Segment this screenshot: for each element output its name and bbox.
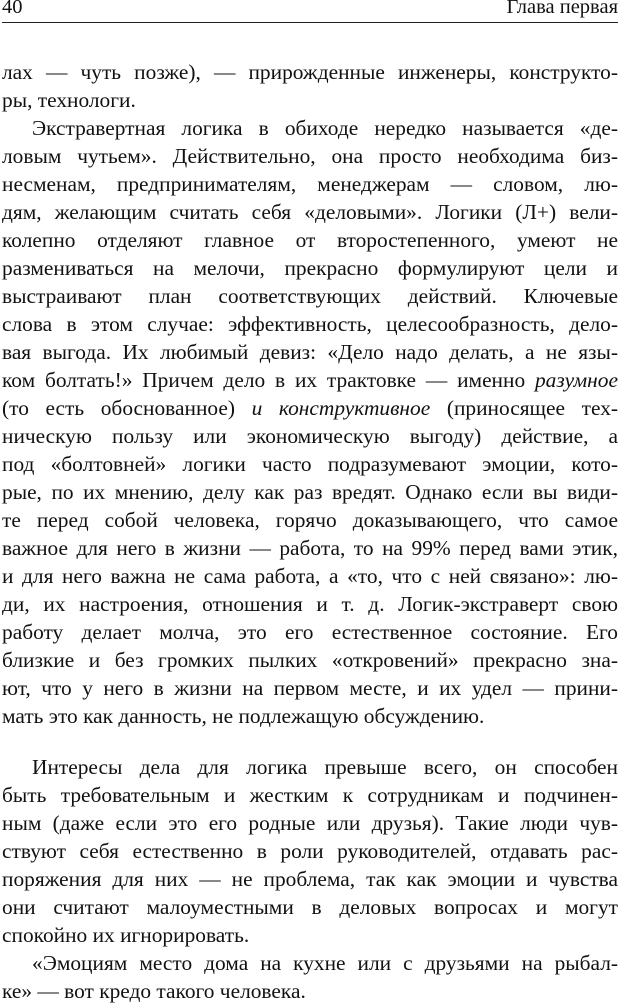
- text-line: мать это как данность, не подлежащую обсуждению.: [2, 704, 485, 728]
- body-text: [2, 58, 618, 1005]
- text-line: [2, 394, 618, 422]
- text-line: те перед собой человека, горячо доказывающего, что самое: [2, 508, 618, 532]
- text-line: работу делает молча, это его естественное состояние. Его: [2, 620, 618, 644]
- italic-term: и конструктивное: [251, 396, 431, 420]
- text-line: ным (даже если это его родные или друзья). Такие люди чув-: [2, 811, 618, 835]
- text-line: под «болтовней» логики часто подразумевают эмоции, кото-: [2, 452, 618, 476]
- text-line: ническую пользу или экономическую выгоду) действие, а: [2, 424, 618, 448]
- text-line: слова в этом случае: эффективность, целесообразность, дело-: [2, 312, 618, 336]
- text-line: быть требовательным и жестким к сотрудникам и подчинен-: [2, 783, 618, 807]
- running-header: [2, 0, 618, 23]
- paragraph-2: [2, 114, 618, 730]
- text-line: близкие и без громких пылких «откровений» прекрасно зна-: [2, 648, 618, 672]
- text-line: важное для него в жизни — работа, то на 99% перед вами этик,: [2, 536, 618, 560]
- text-line: Интересы дела для логика превыше всего, он способен: [32, 755, 618, 779]
- text-line: поряжения для них — не проблема, так как эмоции и чувства: [2, 867, 618, 891]
- text-line: ди, их настроения, отношения и т. д. Логик-экстраверт свою: [2, 592, 618, 616]
- page-number: 40: [2, 0, 23, 18]
- text-line: вая выгода. Их любимый девиз: «Дело надо делать, а не язы-: [2, 340, 618, 364]
- text-line: ры, технологи.: [2, 88, 136, 112]
- text-line: дям, желающим считать себя «деловыми». Логики (Л+) вели-: [2, 200, 618, 224]
- text-line: [2, 366, 618, 394]
- italic-term: разумное: [534, 368, 618, 392]
- section-gap: [2, 730, 618, 753]
- text-segment: (то есть обоснованное): [2, 396, 252, 420]
- text-line: ют, что у него в жизни на первом месте, и их удел — прини-: [2, 676, 618, 700]
- text-line: ствуют себя естественно в роли руководителей, отдавать рас-: [2, 839, 618, 863]
- text-segment: ком болтать!» Причем дело в их трактовке — именно: [2, 368, 535, 392]
- text-line: ке» — вот кредо такого человека.: [2, 979, 306, 1003]
- text-line: Экстравертная логика в обиходе нередко называется «де-: [32, 116, 618, 140]
- text-line: выстраивают план соответствующих действий. Ключевые: [2, 284, 618, 308]
- paragraph-3: [2, 753, 618, 949]
- chapter-title: Глава первая: [506, 0, 618, 18]
- text-line: размениваться на мелочи, прекрасно формулируют цели и: [2, 256, 618, 280]
- text-line: рые, по их мнению, делу как раз вредят. Однако если вы види-: [2, 480, 618, 504]
- text-line: лах — чуть позже), — прирожденные инженеры, конструкто-: [2, 60, 618, 84]
- text-line: «Эмоциям место дома на кухне или с друзьями на рыбал-: [32, 951, 618, 975]
- text-line: ловым чутьем». Действительно, она просто необходима биз-: [2, 144, 618, 168]
- paragraph-4: [2, 949, 618, 1005]
- text-line: они считают малоуместными в деловых вопросах и могут: [2, 895, 618, 919]
- text-line: спокойно их игнорировать.: [2, 923, 250, 947]
- paragraph-1: [2, 58, 618, 114]
- text-segment: (приносящее тех-: [430, 396, 619, 420]
- text-line: и для него важна не сама работа, а «то, что с ней связано»: лю-: [2, 564, 618, 588]
- text-line: колепно отделяют главное от второстепенного, умеют не: [2, 228, 618, 252]
- text-line: несменам, предпринимателям, менеджерам — словом, лю-: [2, 172, 618, 196]
